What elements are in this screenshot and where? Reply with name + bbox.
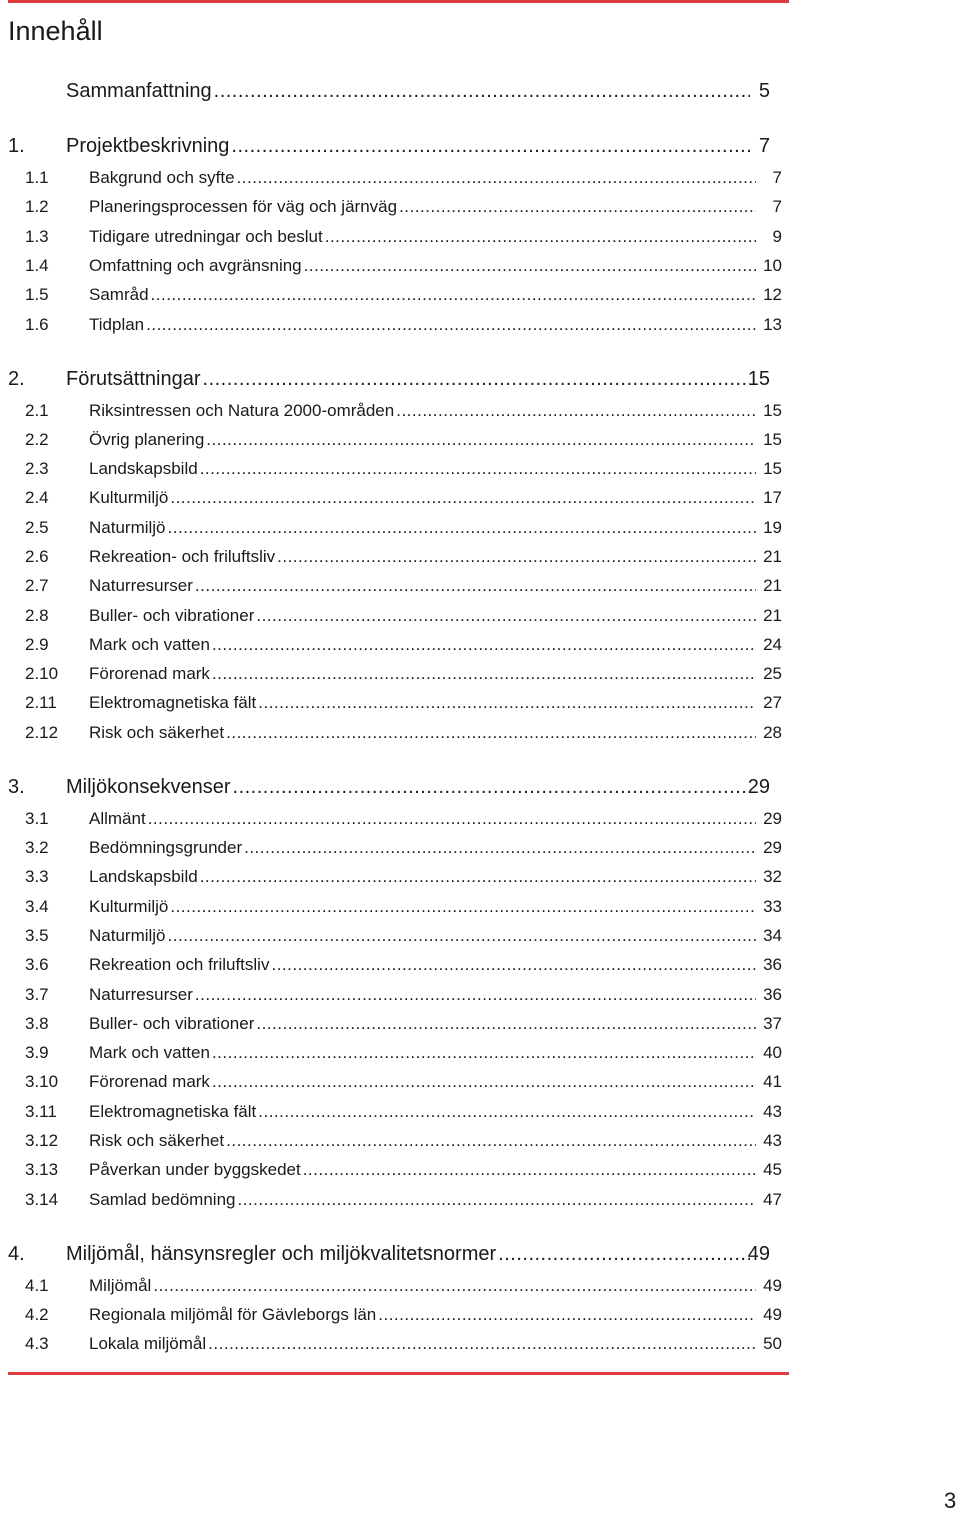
- toc-entry[interactable]: [0, 396, 790, 425]
- toc-entry-title: Sammanfattning: [66, 80, 212, 102]
- toc-entry-number: 3.7: [25, 985, 49, 1004]
- toc-entry-page: 45: [763, 1160, 782, 1179]
- toc-entry-number: 3.6: [25, 955, 49, 974]
- toc-leader-dots: [244, 833, 756, 862]
- toc-entry-number: 3.10: [25, 1072, 59, 1091]
- toc-entry-page: 29: [747, 776, 770, 798]
- toc-leader-dots: [203, 365, 750, 394]
- toc-entry-title-wrap: [89, 1009, 756, 1038]
- toc-leader-dots: [151, 280, 756, 309]
- toc-leader-dots: [237, 1185, 756, 1214]
- toc-leader-dots: [146, 310, 756, 339]
- toc-entry-title-wrap: [89, 1155, 756, 1184]
- toc-entry-number: 3.9: [25, 1043, 49, 1062]
- toc-leader-dots: [212, 630, 756, 659]
- toc-entry-title: Mark och vatten: [89, 635, 210, 654]
- toc-entry-title-wrap: [89, 483, 756, 512]
- toc-entry-number: 3.2: [25, 838, 49, 857]
- toc-leader-dots: [233, 773, 750, 802]
- toc-leader-dots: [325, 222, 756, 251]
- toc-entry[interactable]: [0, 892, 790, 921]
- toc-leader-dots: [200, 862, 756, 891]
- toc-entry-title-wrap: [66, 77, 750, 106]
- toc-entry[interactable]: [0, 513, 790, 542]
- toc-entry[interactable]: [0, 921, 790, 950]
- toc-entry-number: 1.4: [25, 256, 49, 275]
- toc-entry[interactable]: [0, 280, 790, 309]
- toc-entry-title-wrap: [89, 396, 756, 425]
- toc-entry[interactable]: [0, 132, 790, 161]
- toc-entry-number: 3.13: [25, 1160, 59, 1179]
- page-number: 3: [944, 1488, 957, 1513]
- toc-entry-page: 24: [763, 635, 782, 654]
- toc-entry-page: 49: [763, 1305, 782, 1324]
- toc-entry-title: Risk och säkerhet: [89, 1131, 225, 1150]
- toc-entry-title-wrap: [89, 1271, 756, 1300]
- toc-entry-title-wrap: [89, 222, 756, 251]
- top-red-rule: [8, 0, 789, 3]
- toc-entry-title: Omfattning och avgränsning: [89, 256, 302, 275]
- toc-entry-number: 2.12: [25, 723, 59, 742]
- toc-entry-title-wrap: [89, 163, 756, 192]
- toc-entry-title: Buller- och vibrationer: [89, 606, 255, 625]
- toc-entry-title: Risk och säkerhet: [89, 723, 225, 742]
- toc-entry-title: Miljömål: [89, 1276, 152, 1295]
- toc-entry-page: 40: [763, 1043, 782, 1062]
- toc-entry-number: 2.5: [25, 518, 49, 537]
- toc-entry-page: 29: [763, 838, 782, 857]
- toc-entry-title: Naturresurser: [89, 985, 193, 1004]
- toc-entry-title: Lokala miljömål: [89, 1334, 207, 1353]
- toc-leader-dots: [168, 513, 756, 542]
- toc-entry-title-wrap: [89, 1185, 756, 1214]
- toc-leader-dots: [256, 1009, 756, 1038]
- toc-entry-number: 3.11: [25, 1102, 57, 1121]
- toc-entry-page: 21: [763, 576, 782, 595]
- toc-entry-number: 4.1: [25, 1276, 49, 1295]
- toc-entry-page: 36: [763, 955, 782, 974]
- toc-leader-dots: [258, 688, 756, 717]
- toc-entry-number: 3.4: [25, 897, 49, 916]
- toc-entry-title: Kulturmiljö: [89, 897, 169, 916]
- toc-leader-dots: [212, 1038, 756, 1067]
- toc-entry[interactable]: [0, 310, 790, 339]
- toc-entry-page: 12: [763, 285, 782, 304]
- toc-entry[interactable]: [0, 163, 790, 192]
- toc-entry[interactable]: [0, 773, 790, 802]
- toc-entry-number: 3.14: [25, 1190, 59, 1209]
- toc-entry-page: 9: [772, 227, 782, 246]
- toc-entry[interactable]: [0, 833, 790, 862]
- toc-leader-dots: [498, 1240, 750, 1269]
- toc-entry-title: Allmänt: [89, 809, 146, 828]
- toc-entry-title: Naturmiljö: [89, 926, 166, 945]
- toc-entry[interactable]: [0, 630, 790, 659]
- toc-entry[interactable]: [0, 1155, 790, 1184]
- toc-entry-page: 49: [747, 1243, 770, 1265]
- toc-leader-dots: [170, 483, 756, 512]
- toc-leader-dots: [148, 804, 756, 833]
- toc-entry-page: 19: [763, 518, 782, 537]
- toc-entry-page: 29: [763, 809, 782, 828]
- toc-entry-page: 15: [763, 401, 782, 420]
- toc-entry-title-wrap: [89, 1300, 756, 1329]
- toc-leader-dots: [214, 77, 750, 106]
- toc-entry[interactable]: [0, 1329, 790, 1358]
- toc-entry[interactable]: [0, 1271, 790, 1300]
- toc-entry-title: Landskapsbild: [89, 459, 198, 478]
- toc-entry[interactable]: [0, 454, 790, 483]
- toc-entry[interactable]: [0, 804, 790, 833]
- toc-entry-page: 37: [763, 1014, 782, 1033]
- toc-entry-title: Rekreation och friluftsliv: [89, 955, 270, 974]
- toc-entry-title-wrap: [89, 659, 756, 688]
- toc-entry-title: Elektromagnetiska fält: [89, 1102, 257, 1121]
- toc-entry-page: 47: [763, 1190, 782, 1209]
- toc-entry-title: Rekreation- och friluftsliv: [89, 547, 276, 566]
- toc-leader-dots: [271, 950, 756, 979]
- toc-entry-title-wrap: [89, 280, 756, 309]
- toc-leader-dots: [212, 659, 756, 688]
- toc-entry-title-wrap: [89, 921, 756, 950]
- toc-entry-number: 4.3: [25, 1334, 49, 1353]
- toc-entry[interactable]: [0, 542, 790, 571]
- toc-entry-title: Samråd: [89, 285, 149, 304]
- toc-entry-title: Tidplan: [89, 315, 145, 334]
- toc-entry-page: 10: [763, 256, 782, 275]
- toc-leader-dots: [195, 571, 756, 600]
- toc-entry[interactable]: [0, 192, 790, 221]
- toc-entry-title-wrap: [89, 804, 756, 833]
- toc-entry-page: 43: [763, 1131, 782, 1150]
- bottom-red-rule: [8, 1372, 789, 1375]
- toc-entry[interactable]: [0, 365, 790, 394]
- toc-entry[interactable]: [0, 659, 790, 688]
- toc-leader-dots: [208, 1329, 756, 1358]
- toc-leader-dots: [237, 163, 756, 192]
- toc-entry-page: 15: [747, 368, 770, 390]
- toc-entry-page: 41: [763, 1072, 782, 1091]
- toc-entry-title-wrap: [89, 630, 756, 659]
- toc-entry[interactable]: [0, 1009, 790, 1038]
- toc-entry[interactable]: [0, 718, 790, 747]
- toc-leader-dots: [226, 718, 756, 747]
- toc-entry[interactable]: [0, 77, 790, 106]
- toc-leader-dots: [153, 1271, 756, 1300]
- toc-leader-dots: [399, 192, 756, 221]
- toc-entry[interactable]: [0, 1038, 790, 1067]
- toc-entry-title: Bedömningsgrunder: [89, 838, 243, 857]
- toc-entry-number: 3.8: [25, 1014, 49, 1033]
- toc-entry-page: 43: [763, 1102, 782, 1121]
- toc-entry-page: 32: [763, 867, 782, 886]
- toc-entry[interactable]: [0, 222, 790, 251]
- toc-entry-number: 2.1: [25, 401, 49, 420]
- toc-entry[interactable]: [0, 601, 790, 630]
- toc-entry-number: 1.: [8, 135, 25, 157]
- toc-entry-title: Kulturmiljö: [89, 488, 169, 507]
- toc-entry[interactable]: [0, 251, 790, 280]
- toc-entry-title: Projektbeskrivning: [66, 135, 230, 157]
- toc-leader-dots: [195, 980, 756, 1009]
- toc-entry-number: 1.2: [25, 197, 49, 216]
- toc-entry[interactable]: [0, 425, 790, 454]
- toc-leader-dots: [396, 396, 756, 425]
- toc-entry-page: 5: [758, 80, 770, 102]
- toc-leader-dots: [168, 921, 756, 950]
- toc-entry-number: 3.12: [25, 1131, 59, 1150]
- toc-entry[interactable]: [0, 862, 790, 891]
- toc-entry-number: 1.1: [25, 168, 49, 187]
- toc-entry-number: 2.: [8, 368, 25, 390]
- toc-entry-title-wrap: [89, 192, 756, 221]
- toc-entry-page: 36: [763, 985, 782, 1004]
- toc-entry-title-wrap: [89, 1038, 756, 1067]
- toc-entry-title: Bakgrund och syfte: [89, 168, 235, 187]
- toc-leader-dots: [277, 542, 756, 571]
- toc-entry-number: 2.7: [25, 576, 49, 595]
- toc-entry-number: 1.3: [25, 227, 49, 246]
- toc-entry-number: 4.2: [25, 1305, 49, 1324]
- toc-entry-title: Mark och vatten: [89, 1043, 210, 1062]
- toc-entry-title: Planeringsprocessen för väg och järnväg: [89, 197, 398, 216]
- toc-leader-dots: [256, 601, 756, 630]
- toc-entry-number: 2.10: [25, 664, 59, 683]
- toc-leader-dots: [378, 1300, 756, 1329]
- toc-entry-number: 1.6: [25, 315, 49, 334]
- toc-entry-page: 50: [763, 1334, 782, 1353]
- toc-leader-dots: [200, 454, 756, 483]
- toc-entry-page: 7: [772, 168, 782, 187]
- toc-leader-dots: [258, 1097, 756, 1126]
- toc-entry-title-wrap: [66, 365, 750, 394]
- toc-entry-number: 2.2: [25, 430, 49, 449]
- toc-entry-title-wrap: [89, 425, 756, 454]
- toc-entry-title-wrap: [89, 1126, 756, 1155]
- page-title: Innehåll: [8, 16, 103, 46]
- toc-entry-page: 7: [772, 197, 782, 216]
- toc-entry-title-wrap: [89, 251, 756, 280]
- toc-entry-title: Landskapsbild: [89, 867, 198, 886]
- toc-entry-title-wrap: [89, 542, 756, 571]
- toc-leader-dots: [231, 132, 750, 161]
- toc-entry-title-wrap: [89, 1097, 756, 1126]
- toc-entry-title-wrap: [89, 1329, 756, 1358]
- toc-entry-number: 2.6: [25, 547, 49, 566]
- toc-entry-title: Samlad bedömning: [89, 1190, 236, 1209]
- toc-entry[interactable]: [0, 688, 790, 717]
- toc-entry[interactable]: [0, 571, 790, 600]
- toc-entry[interactable]: [0, 483, 790, 512]
- toc-entry[interactable]: [0, 1067, 790, 1096]
- toc-entry-title: Elektromagnetiska fält: [89, 693, 257, 712]
- toc-entry-title-wrap: [89, 718, 756, 747]
- toc-entry-title-wrap: [89, 571, 756, 600]
- toc-entry-title-wrap: [89, 688, 756, 717]
- toc-entry-number: 1.5: [25, 285, 49, 304]
- toc-entry[interactable]: [0, 980, 790, 1009]
- toc-entry-title: Naturresurser: [89, 576, 193, 595]
- toc-entry-page: 17: [763, 488, 782, 507]
- toc-leader-dots: [303, 1155, 756, 1184]
- toc-entry-title-wrap: [89, 1067, 756, 1096]
- toc-leader-dots: [206, 425, 756, 454]
- toc-entry-number: 3.5: [25, 926, 49, 945]
- toc-entry-title-wrap: [66, 773, 750, 802]
- toc-entry-title-wrap: [66, 132, 750, 161]
- toc-entry[interactable]: [0, 1185, 790, 1214]
- toc-entry-number: 3.1: [25, 809, 49, 828]
- toc-entry-number: 2.3: [25, 459, 49, 478]
- toc-leader-dots: [304, 251, 756, 280]
- toc-entry-title: Förorenad mark: [89, 1072, 210, 1091]
- toc-entry-title: Övrig planering: [89, 430, 205, 449]
- toc-entry-title: Förutsättningar: [66, 368, 201, 390]
- toc-entry-number: 2.11: [25, 693, 57, 712]
- toc-entry-page: 49: [763, 1276, 782, 1295]
- toc-leader-dots: [212, 1067, 756, 1096]
- toc-entry[interactable]: [0, 1097, 790, 1126]
- toc-entry-title-wrap: [89, 862, 756, 891]
- toc-entry-title-wrap: [89, 310, 756, 339]
- toc-entry-title-wrap: [89, 892, 756, 921]
- toc-entry-title-wrap: [89, 980, 756, 1009]
- toc-entry-number: 2.4: [25, 488, 49, 507]
- toc-entry-title: Tidigare utredningar och beslut: [89, 227, 323, 246]
- toc-entry-title-wrap: [89, 601, 756, 630]
- toc-entry[interactable]: [0, 1126, 790, 1155]
- toc-entry[interactable]: [0, 1240, 790, 1269]
- toc-entry-title-wrap: [89, 454, 756, 483]
- toc-entry-title: Påverkan under byggskedet: [89, 1160, 301, 1179]
- toc-entry-page: 25: [763, 664, 782, 683]
- toc-entry-page: 27: [763, 693, 782, 712]
- toc-entry-title: Naturmiljö: [89, 518, 166, 537]
- toc-entry-page: 34: [763, 926, 782, 945]
- toc-entry-page: 21: [763, 606, 782, 625]
- toc-entry-number: 2.9: [25, 635, 49, 654]
- toc-entry-page: 33: [763, 897, 782, 916]
- toc-entry-title: Riksintressen och Natura 2000-områden: [89, 401, 395, 420]
- toc-entry-title-wrap: [66, 1240, 750, 1269]
- toc-entry-number: 3.3: [25, 867, 49, 886]
- toc-leader-dots: [226, 1126, 756, 1155]
- toc-entry-title-wrap: [89, 950, 756, 979]
- toc-entry-number: 4.: [8, 1243, 25, 1265]
- toc-entry-title: Regionala miljömål för Gävleborgs län: [89, 1305, 377, 1324]
- toc-entry-page: 15: [763, 459, 782, 478]
- toc-entry-title-wrap: [89, 833, 756, 862]
- toc-entry-page: 28: [763, 723, 782, 742]
- toc-entry[interactable]: [0, 1300, 790, 1329]
- toc-entry-title: Miljömål, hänsynsregler och miljökvalitetsnormer: [66, 1243, 497, 1265]
- toc-entry-page: 13: [763, 315, 782, 334]
- toc-entry-title: Miljökonsekvenser: [66, 776, 231, 798]
- toc-entry-title-wrap: [89, 513, 756, 542]
- toc-leader-dots: [170, 892, 756, 921]
- toc-entry-page: 15: [763, 430, 782, 449]
- toc-entry-page: 7: [758, 135, 770, 157]
- toc-entry[interactable]: [0, 950, 790, 979]
- toc-entry-number: 3.: [8, 776, 25, 798]
- toc-entry-title: Förorenad mark: [89, 664, 210, 683]
- toc-entry-page: 21: [763, 547, 782, 566]
- toc-entry-number: 2.8: [25, 606, 49, 625]
- toc-entry-title: Buller- och vibrationer: [89, 1014, 255, 1033]
